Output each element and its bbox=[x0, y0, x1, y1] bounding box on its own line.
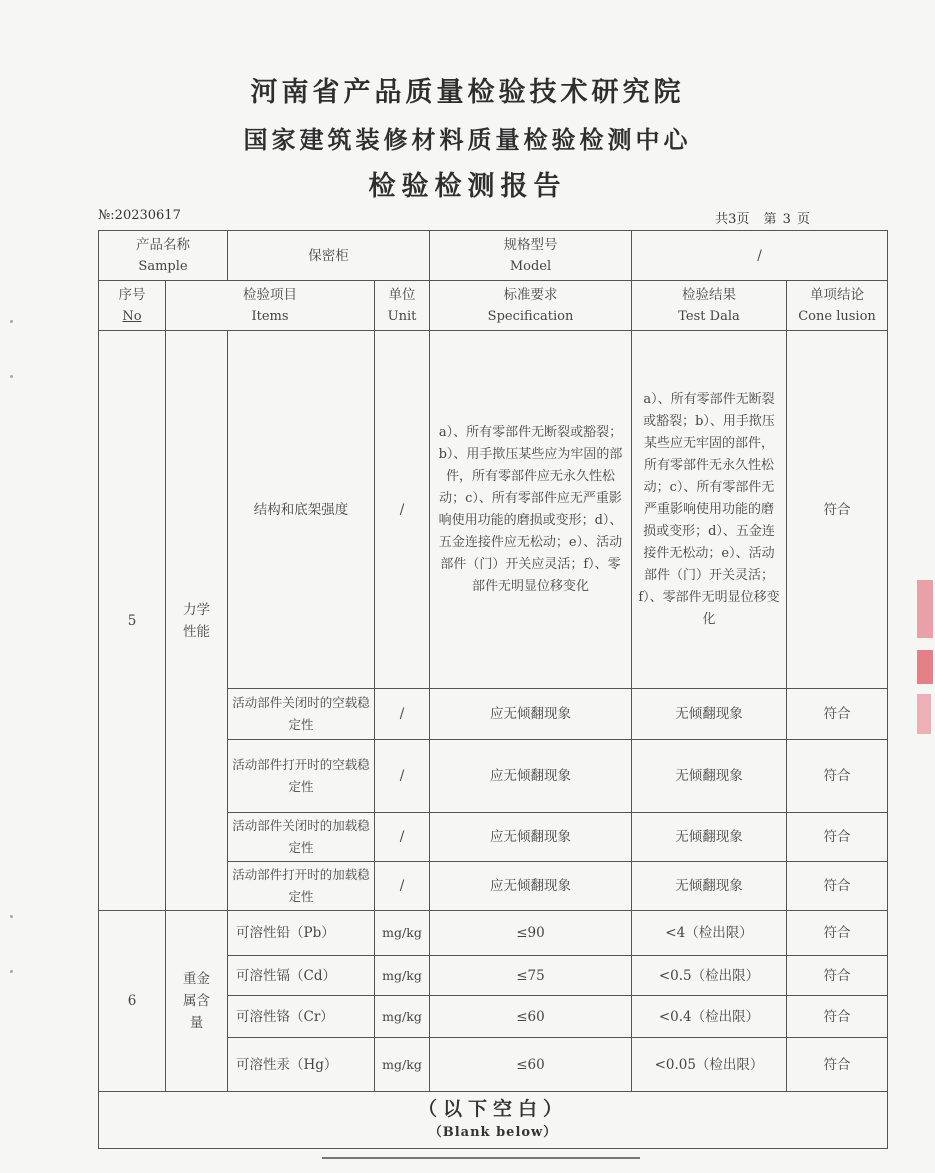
item-result: 无倾翻现象 bbox=[632, 813, 787, 862]
item-conclusion: 符合 bbox=[787, 956, 888, 996]
model-value: / bbox=[632, 231, 888, 281]
report-number: №:20230617 bbox=[98, 208, 181, 223]
table-row bbox=[99, 911, 888, 956]
item-result: a）、所有零部件无断裂或豁裂；b）、用手揿压某些应无牢固的部件，所有零部件无永久性松动；c）、所有零部件无严重影响使用功能的磨损或变形；d）、五金连接件无松动；e）、活动部件（门）开关灵活；f）、零部件无明显位移变化 bbox=[632, 331, 787, 689]
item-result: <0.5（检出限） bbox=[632, 956, 787, 996]
col-unit-header: 单位 Unit bbox=[375, 281, 430, 331]
item-spec: 应无倾翻现象 bbox=[430, 740, 632, 813]
item-conclusion: 符合 bbox=[787, 813, 888, 862]
current-page: 第 3 页 bbox=[763, 212, 810, 227]
item-name: 活动部件关闭时的加载稳定性 bbox=[228, 813, 375, 862]
item-name: 可溶性汞（Hg） bbox=[228, 1038, 375, 1092]
report-title: 检验检测报告 bbox=[368, 171, 567, 202]
group-category: 重金属含量 bbox=[166, 911, 228, 1092]
item-conclusion: 符合 bbox=[787, 911, 888, 956]
item-unit: / bbox=[375, 862, 430, 911]
report-table bbox=[98, 230, 888, 1149]
model-label: 规格型号 Model bbox=[430, 231, 632, 281]
item-unit: / bbox=[375, 331, 430, 689]
item-result: <0.4（检出限） bbox=[632, 996, 787, 1038]
sample-row bbox=[99, 231, 888, 281]
item-spec: ≤60 bbox=[430, 1038, 632, 1092]
item-result: <0.05（检出限） bbox=[632, 1038, 787, 1092]
item-spec: 应无倾翻现象 bbox=[430, 862, 632, 911]
item-conclusion: 符合 bbox=[787, 689, 888, 740]
blank-below-en: （Blank below） bbox=[428, 1125, 558, 1140]
blank-below-row bbox=[99, 1092, 888, 1149]
page-indicator bbox=[701, 208, 810, 227]
column-header-row bbox=[99, 281, 888, 331]
item-name: 活动部件打开时的空载稳定性 bbox=[228, 740, 375, 813]
group-category: 力学性能 bbox=[166, 331, 228, 911]
item-conclusion: 符合 bbox=[787, 996, 888, 1038]
bottom-divider bbox=[322, 1157, 640, 1159]
center-title: 国家建筑装修材料质量检验检测中心 bbox=[243, 126, 692, 154]
total-pages: 共3页 bbox=[715, 212, 750, 227]
item-name: 结构和底架强度 bbox=[228, 331, 375, 689]
item-spec: ≤90 bbox=[430, 911, 632, 956]
item-unit: mg/kg bbox=[375, 911, 430, 956]
seal-stamp-fragment bbox=[917, 580, 935, 734]
item-spec: a）、所有零部件无断裂或豁裂；b）、用手揿压某些应为牢固的部件，所有零部件应无永久性松动；c）、所有零部件应无严重影响使用功能的磨损或变形；d）、五金连接件应无松动；e）、活动部件（门）开关应灵活；f）、零部件无明显位移变化 bbox=[430, 331, 632, 689]
item-name: 活动部件打开时的加载稳定性 bbox=[228, 862, 375, 911]
item-spec: ≤60 bbox=[430, 996, 632, 1038]
item-conclusion: 符合 bbox=[787, 862, 888, 911]
item-conclusion: 符合 bbox=[787, 331, 888, 689]
col-result-header: 检验结果 Test Dala bbox=[632, 281, 787, 331]
institute-title: 河南省产品质量检验技术研究院 bbox=[250, 77, 685, 108]
item-result: 无倾翻现象 bbox=[632, 740, 787, 813]
col-conclusion-header: 单项结论 Cone lusion bbox=[787, 281, 888, 331]
col-no-header: 序号 No bbox=[99, 281, 166, 331]
item-result: 无倾翻现象 bbox=[632, 689, 787, 740]
blank-below bbox=[99, 1092, 888, 1149]
item-conclusion: 符合 bbox=[787, 1038, 888, 1092]
col-items-header: 检验项目 Items bbox=[166, 281, 375, 331]
group-no: 6 bbox=[99, 911, 166, 1092]
blank-below-cn: （以下空白） bbox=[417, 1098, 568, 1120]
item-conclusion: 符合 bbox=[787, 740, 888, 813]
item-spec: ≤75 bbox=[430, 956, 632, 996]
sample-name-label: 产品名称 Sample bbox=[99, 231, 228, 281]
item-name: 活动部件关闭时的空载稳定性 bbox=[228, 689, 375, 740]
margin-mark bbox=[10, 375, 13, 378]
item-name: 可溶性镉（Cd） bbox=[228, 956, 375, 996]
item-result: 无倾翻现象 bbox=[632, 862, 787, 911]
item-name: 可溶性铅（Pb） bbox=[228, 911, 375, 956]
margin-mark bbox=[10, 970, 13, 973]
item-spec: 应无倾翻现象 bbox=[430, 813, 632, 862]
item-unit: mg/kg bbox=[375, 996, 430, 1038]
item-unit: mg/kg bbox=[375, 956, 430, 996]
col-spec-header: 标准要求 Specification bbox=[430, 281, 632, 331]
margin-mark bbox=[10, 320, 13, 323]
item-spec: 应无倾翻现象 bbox=[430, 689, 632, 740]
group-no: 5 bbox=[99, 331, 166, 911]
item-result: <4（检出限） bbox=[632, 911, 787, 956]
sample-name-value: 保密柜 bbox=[228, 231, 430, 281]
item-unit: / bbox=[375, 740, 430, 813]
item-unit: / bbox=[375, 689, 430, 740]
item-name: 可溶性铬（Cr） bbox=[228, 996, 375, 1038]
table-row bbox=[99, 331, 888, 689]
margin-mark bbox=[10, 915, 13, 918]
item-unit: / bbox=[375, 813, 430, 862]
item-unit: mg/kg bbox=[375, 1038, 430, 1092]
